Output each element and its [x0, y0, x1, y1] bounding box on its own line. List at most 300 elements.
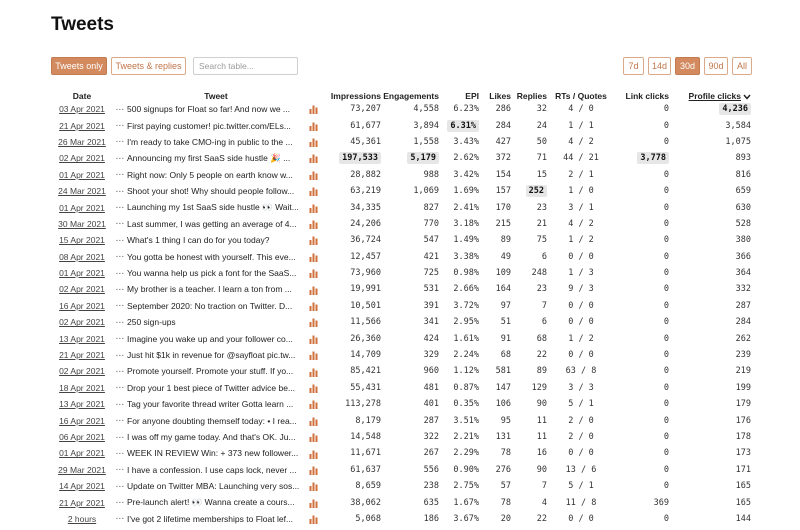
cell-replies: 16: [536, 448, 547, 459]
cell-replies: 7: [541, 481, 547, 492]
cell-rts: 5 / 1: [568, 399, 594, 410]
cell-link-clicks: 0: [663, 300, 669, 311]
tweet-date-link[interactable]: 16 Apr 2021: [59, 300, 105, 311]
col-header-tweet[interactable]: Tweet: [204, 91, 228, 101]
table-row[interactable]: [51, 134, 751, 150]
table-row[interactable]: [51, 150, 751, 166]
tweet-text: Drop your 1 best piece of Twitter advice be...: [127, 382, 296, 393]
cell-impressions: 28,882: [350, 169, 381, 180]
cell-replies: 11: [536, 432, 547, 442]
table-row[interactable]: [51, 216, 751, 232]
more-dots-icon[interactable]: ⋯: [115, 202, 125, 213]
bar-chart-icon[interactable]: [309, 417, 318, 426]
bar-chart-icon[interactable]: [309, 187, 318, 196]
tweets-only-button[interactable]: Tweets only: [51, 57, 107, 75]
tweet-date-link[interactable]: 06 Apr 2021: [59, 432, 105, 442]
bar-chart-icon[interactable]: [309, 450, 318, 459]
cell-link-clicks: 0: [663, 448, 669, 459]
bar-chart-icon[interactable]: [309, 204, 318, 213]
bar-chart-icon[interactable]: [309, 351, 318, 360]
cell-profile-clicks: 3,584: [725, 120, 751, 131]
cell-engagements: 401: [423, 399, 439, 410]
cell-likes: 215: [495, 218, 511, 229]
cell-replies: 4: [541, 497, 547, 508]
cell-rts: 4 / 2: [568, 218, 594, 229]
tweet-date-link[interactable]: 02 Apr 2021: [59, 284, 105, 295]
bar-chart-icon[interactable]: [309, 368, 318, 377]
tweet-date-link[interactable]: 18 Apr 2021: [59, 382, 105, 393]
more-dots-icon[interactable]: ⋯: [115, 300, 125, 311]
cell-likes: 78: [500, 448, 511, 459]
range-30d-button[interactable]: 30d: [675, 57, 700, 75]
cell-likes: 51: [500, 317, 511, 328]
bar-chart-icon[interactable]: [309, 253, 318, 262]
cell-profile-clicks: 364: [735, 268, 751, 279]
more-dots-icon[interactable]: ⋯: [115, 218, 125, 229]
cell-impressions: 61,677: [350, 120, 381, 131]
table-row[interactable]: [51, 330, 751, 346]
bar-chart-icon[interactable]: [309, 236, 318, 245]
bar-chart-icon[interactable]: [309, 171, 318, 180]
cell-likes: 581: [495, 366, 511, 377]
tweet-text: Announcing my first SaaS side hustle 🎉 ...: [127, 152, 291, 163]
table-row[interactable]: [51, 183, 751, 199]
cell-link-clicks: 0: [663, 251, 669, 262]
col-header-impressions[interactable]: Impressions: [330, 91, 381, 101]
more-dots-icon[interactable]: ⋯: [115, 185, 125, 196]
cell-epi: 1.67%: [453, 497, 479, 508]
cell-epi: 2.62%: [453, 153, 479, 164]
cell-rts: 44 / 21: [563, 153, 599, 164]
cell-engagements: 531: [423, 284, 439, 295]
chevron-down-icon: [743, 94, 751, 100]
tweet-date-link[interactable]: 08 Apr 2021: [59, 251, 105, 262]
bar-chart-icon[interactable]: [309, 482, 318, 491]
cell-impressions: 11,566: [350, 317, 381, 328]
cell-link-clicks: 0: [663, 120, 669, 131]
table-row[interactable]: [51, 511, 751, 527]
table-row[interactable]: [51, 494, 751, 510]
profile-clicks-label: Profile clicks: [688, 91, 741, 101]
cell-impressions: 14,548: [350, 432, 381, 442]
more-dots-icon[interactable]: ⋯: [115, 267, 125, 278]
cell-link-clicks: 0: [663, 169, 669, 180]
cell-engagements: 186: [423, 513, 439, 524]
more-dots-icon[interactable]: ⋯: [115, 120, 125, 131]
table-row[interactable]: [51, 380, 751, 396]
cell-replies: 11: [536, 415, 547, 426]
table-row[interactable]: [51, 101, 751, 117]
tweet-text: My brother is a teacher. I learn a ton from ...: [127, 284, 292, 295]
bar-chart-icon[interactable]: [309, 138, 318, 147]
tweet-text: Pre-launch alert! 👀 Wanna create a cours...: [127, 497, 295, 508]
bar-chart-icon[interactable]: [309, 384, 318, 393]
cell-rts: 0 / 0: [568, 448, 594, 459]
cell-epi: 0.35%: [453, 399, 479, 410]
tweet-date-link[interactable]: 24 Mar 2021: [58, 186, 106, 197]
cell-impressions: 85,421: [350, 366, 381, 377]
col-header-engagements[interactable]: Engagements: [383, 91, 439, 101]
cell-profile-clicks: 366: [735, 251, 751, 262]
cell-engagements: 322: [423, 432, 439, 442]
tweet-text: First paying customer! pic.twitter.com/ELs...: [127, 120, 291, 131]
table-row[interactable]: [51, 445, 751, 461]
cell-epi: 3.18%: [453, 218, 479, 229]
cell-likes: 372: [495, 153, 511, 164]
cell-rts: 0 / 0: [568, 300, 594, 311]
range-7d-button[interactable]: 7d: [623, 57, 644, 75]
cell-impressions: 55,431: [350, 382, 381, 393]
tweet-text: For anyone doubting themself today: • I rea...: [127, 415, 297, 426]
tweet-date-link[interactable]: 26 Mar 2021: [58, 136, 106, 147]
cell-replies: 6: [541, 317, 547, 328]
more-dots-icon[interactable]: ⋯: [115, 513, 125, 524]
tweet-date-link[interactable]: 01 Apr 2021: [59, 169, 105, 180]
bar-chart-icon[interactable]: [309, 302, 318, 311]
table-row[interactable]: [51, 396, 751, 412]
bar-chart-icon[interactable]: [309, 269, 318, 278]
bar-chart-icon[interactable]: [309, 433, 318, 442]
cell-profile-clicks: 332: [735, 284, 751, 295]
cell-profile-clicks: 1,075: [725, 136, 751, 147]
cell-likes: 109: [495, 268, 511, 279]
cell-link-clicks: 0: [663, 415, 669, 426]
cell-engagements: 1,558: [413, 136, 439, 147]
cell-replies: 89: [536, 366, 547, 377]
tweet-date-link[interactable]: 29 Mar 2021: [58, 464, 106, 475]
tweet-text: You wanna help us pick a font for the SaaS...: [127, 268, 297, 279]
cell-impressions: 73,960: [350, 268, 381, 279]
tweet-date-link[interactable]: 16 Apr 2021: [59, 415, 105, 426]
cell-replies: 90: [536, 399, 547, 410]
cell-link-clicks: 0: [663, 186, 669, 197]
cell-epi: 2.66%: [453, 284, 479, 295]
bar-chart-icon[interactable]: [309, 499, 318, 508]
cell-engagements: 3,894: [413, 120, 439, 131]
tweet-date-link[interactable]: 14 Apr 2021: [59, 481, 105, 492]
table-row[interactable]: [51, 199, 751, 215]
bar-chart-icon[interactable]: [309, 318, 318, 327]
cell-engagements: 341: [423, 317, 439, 328]
table-row[interactable]: [51, 117, 751, 133]
tweet-text: September 2020: No traction on Twitter. D...: [127, 300, 293, 311]
cell-replies: 21: [536, 218, 547, 229]
table-row[interactable]: [51, 314, 751, 330]
more-dots-icon[interactable]: ⋯: [115, 169, 125, 180]
col-header-replies[interactable]: Replies: [516, 91, 547, 101]
cell-profile-clicks: 173: [735, 448, 751, 459]
cell-likes: 20: [500, 513, 511, 524]
cell-impressions: 12,457: [350, 251, 381, 262]
cell-replies: 50: [536, 136, 547, 147]
cell-link-clicks: 0: [663, 104, 669, 115]
tweet-text: I was off my game today. And that's OK. Ju...: [127, 432, 296, 442]
cell-engagements: 4,558: [413, 104, 439, 115]
cell-replies: 22: [536, 513, 547, 524]
cell-engagements: 988: [423, 169, 439, 180]
table-row[interactable]: [51, 298, 751, 314]
more-dots-icon[interactable]: ⋯: [115, 103, 125, 114]
cell-epi: 1.69%: [453, 186, 479, 197]
cell-likes: 164: [495, 284, 511, 295]
cell-rts: 13 / 6: [565, 464, 597, 475]
cell-rts: 1 / 2: [568, 235, 594, 246]
cell-rts: 3 / 1: [568, 202, 594, 213]
cell-impressions: 5,068: [355, 513, 381, 524]
cell-likes: 78: [500, 497, 511, 508]
cell-impressions: 19,991: [350, 284, 381, 295]
cell-engagements: 827: [423, 202, 439, 213]
table-row[interactable]: [51, 363, 751, 379]
more-dots-icon[interactable]: ⋯: [115, 464, 125, 475]
cell-replies: 6: [541, 251, 547, 262]
tweet-date-link[interactable]: 13 Apr 2021: [59, 399, 105, 410]
table-row[interactable]: [51, 167, 751, 183]
cell-epi: 0.90%: [453, 464, 479, 475]
cell-rts: 0 / 0: [568, 350, 594, 361]
tweet-text: 250 sign-ups: [127, 317, 176, 328]
tweet-text: Tag your favorite thread writer Gotta learn ...: [127, 399, 294, 410]
table-row[interactable]: [51, 462, 751, 478]
cell-profile-clicks: 165: [735, 481, 751, 492]
cell-likes: 157: [495, 186, 511, 197]
tweet-date-link[interactable]: 01 Apr 2021: [59, 268, 105, 279]
bar-chart-icon[interactable]: [309, 154, 318, 163]
cell-impressions: 26,360: [350, 333, 381, 344]
cell-engagements: 238: [423, 481, 439, 492]
cell-link-clicks: 0: [663, 268, 669, 279]
cell-replies: 15: [536, 169, 547, 180]
cell-engagements: 267: [423, 448, 439, 459]
cell-epi: 2.75%: [453, 481, 479, 492]
cell-profile-clicks: 219: [735, 366, 751, 377]
bar-chart-icon[interactable]: [309, 286, 318, 295]
table-row[interactable]: [51, 232, 751, 248]
tweet-date-link[interactable]: 2 hours: [67, 513, 97, 524]
cell-likes: 427: [495, 136, 511, 147]
page-title: Tweets: [51, 14, 115, 35]
table-row[interactable]: [51, 412, 751, 428]
cell-engagements: 770: [423, 218, 439, 229]
tweet-date-link[interactable]: 30 Mar 2021: [58, 218, 106, 229]
tweet-date-link[interactable]: 02 Apr 2021: [59, 317, 105, 328]
bar-chart-icon[interactable]: [309, 335, 318, 344]
cell-engagements: 391: [423, 300, 439, 311]
cell-impressions: 61,637: [350, 464, 381, 475]
cell-engagements: 329: [423, 350, 439, 361]
cell-epi: 2.41%: [453, 202, 479, 213]
table-row[interactable]: [51, 249, 751, 265]
cell-link-clicks: 369: [653, 497, 669, 508]
range-all-button[interactable]: All: [732, 57, 752, 75]
col-header-link-clicks[interactable]: Link clicks: [625, 91, 669, 101]
cell-engagements: 635: [423, 497, 439, 508]
cell-epi: 6.23%: [453, 104, 479, 115]
table-row[interactable]: [51, 478, 751, 494]
cell-likes: 147: [495, 382, 511, 393]
tweet-text: Right now: Only 5 people on earth know w...: [127, 169, 293, 180]
tweet-text: I'm ready to take CMO-ing in public to the ...: [127, 136, 293, 147]
date-range-selector: [0, 57, 800, 75]
cell-rts: 5 / 1: [568, 481, 594, 492]
bar-chart-icon[interactable]: [309, 122, 318, 131]
cell-profile-clicks: 380: [735, 235, 751, 246]
cell-likes: 170: [495, 202, 511, 213]
cell-link-clicks: 0: [663, 481, 669, 492]
tweet-date-link[interactable]: 03 Apr 2021: [59, 104, 105, 115]
tweet-date-link[interactable]: 01 Apr 2021: [59, 202, 105, 213]
tweet-text: Just hit $1k in revenue for @sayfloat pic.tw...: [127, 350, 296, 361]
bar-chart-icon[interactable]: [309, 220, 318, 229]
col-header-rts[interactable]: RTs / Quotes: [555, 91, 607, 101]
cell-likes: 284: [495, 120, 511, 131]
more-dots-icon[interactable]: ⋯: [115, 431, 125, 442]
cell-engagements: 556: [423, 464, 439, 475]
more-dots-icon[interactable]: ⋯: [115, 382, 125, 393]
cell-impressions: 24,206: [350, 218, 381, 229]
tweet-text: WEEK IN REVIEW Win: + 373 new follower...: [127, 448, 299, 459]
cell-profile-clicks: 893: [735, 153, 751, 164]
cell-profile-clicks: 4,236: [719, 103, 751, 115]
cell-epi: 3.43%: [453, 136, 479, 147]
more-dots-icon[interactable]: ⋯: [115, 415, 125, 426]
cell-epi: 3.38%: [453, 251, 479, 262]
cell-epi: 3.51%: [453, 415, 479, 426]
cell-engagements: 287: [423, 415, 439, 426]
bar-chart-icon[interactable]: [309, 105, 318, 114]
cell-link-clicks: 0: [663, 136, 669, 147]
more-dots-icon[interactable]: ⋯: [115, 333, 125, 344]
cell-link-clicks: 0: [663, 432, 669, 442]
tweet-date-link[interactable]: 02 Apr 2021: [59, 153, 105, 164]
cell-likes: 106: [495, 399, 511, 410]
table-header-row: [51, 87, 751, 101]
bar-chart-icon[interactable]: [309, 400, 318, 409]
range-90d-button[interactable]: 90d: [704, 57, 728, 75]
cell-rts: 63 / 8: [565, 366, 597, 377]
cell-impressions: 113,278: [345, 399, 381, 410]
cell-rts: 1 / 1: [568, 120, 594, 131]
more-dots-icon[interactable]: ⋯: [115, 136, 125, 147]
cell-link-clicks: 0: [663, 464, 669, 475]
cell-likes: 57: [500, 481, 511, 492]
tweet-date-link[interactable]: 21 Apr 2021: [59, 497, 105, 508]
more-dots-icon[interactable]: ⋯: [115, 398, 125, 409]
tweet-date-link[interactable]: 21 Apr 2021: [59, 120, 105, 131]
tweet-date-link[interactable]: 01 Apr 2021: [59, 448, 105, 459]
cell-replies: 68: [536, 333, 547, 344]
tweet-text: Promote yourself. Promote your stuff. If yo...: [127, 366, 294, 377]
cell-impressions: 11,671: [350, 448, 381, 459]
cell-rts: 11 / 8: [565, 497, 597, 508]
cell-impressions: 14,709: [350, 350, 381, 361]
cell-profile-clicks: 528: [735, 218, 751, 229]
tweet-date-link[interactable]: 15 Apr 2021: [59, 235, 105, 246]
table-row[interactable]: [51, 429, 751, 445]
cell-rts: 1 / 2: [568, 333, 594, 344]
cell-likes: 91: [500, 333, 511, 344]
cell-rts: 0 / 0: [568, 317, 594, 328]
more-dots-icon[interactable]: ⋯: [115, 283, 125, 294]
more-dots-icon[interactable]: ⋯: [115, 349, 125, 360]
more-dots-icon[interactable]: ⋯: [115, 447, 125, 458]
cell-rts: 4 / 2: [568, 136, 594, 147]
more-dots-icon[interactable]: ⋯: [115, 234, 125, 245]
col-header-date[interactable]: Date: [72, 91, 92, 101]
range-14d-button[interactable]: 14d: [648, 57, 671, 75]
cell-rts: 2 / 1: [568, 169, 594, 180]
bar-chart-icon[interactable]: [309, 515, 318, 524]
table-row[interactable]: [51, 281, 751, 297]
cell-rts: 2 / 0: [568, 415, 594, 426]
cell-epi: 6.31%: [447, 120, 479, 132]
tweet-text: Imagine you wake up and your follower co...: [127, 333, 293, 344]
tweet-date-link[interactable]: 02 Apr 2021: [59, 366, 105, 377]
cell-replies: 75: [536, 235, 547, 246]
bar-chart-icon[interactable]: [309, 466, 318, 475]
cell-link-clicks: 0: [663, 366, 669, 377]
tweet-text: What's 1 thing I can do for you today?: [127, 235, 270, 246]
col-header-epi[interactable]: EPI: [465, 91, 479, 101]
cell-engagements: 421: [423, 251, 439, 262]
tweets-replies-button[interactable]: Tweets & replies: [111, 57, 186, 75]
cell-epi: 3.67%: [453, 513, 479, 524]
cell-likes: 95: [500, 415, 511, 426]
table-row[interactable]: [51, 265, 751, 281]
col-header-likes[interactable]: Likes: [489, 91, 511, 101]
cell-replies: 32: [536, 104, 547, 115]
table-body: [51, 101, 751, 527]
cell-likes: 131: [495, 432, 511, 442]
cell-profile-clicks: 179: [735, 399, 751, 410]
tweet-text: Last summer, I was getting an average of 4...: [127, 218, 297, 229]
cell-epi: 1.49%: [453, 235, 479, 246]
cell-link-clicks: 0: [663, 350, 669, 361]
table-row[interactable]: [51, 347, 751, 363]
cell-impressions: 36,724: [350, 235, 381, 246]
cell-rts: 0 / 0: [568, 513, 594, 524]
more-dots-icon[interactable]: ⋯: [115, 316, 125, 327]
tweet-text: I've got 2 lifetime memberships to Float lef...: [127, 513, 294, 524]
cell-epi: 2.24%: [453, 350, 479, 361]
cell-profile-clicks: 659: [735, 186, 751, 197]
tweet-date-link[interactable]: 13 Apr 2021: [59, 333, 105, 344]
more-dots-icon[interactable]: ⋯: [115, 497, 125, 508]
cell-link-clicks: 3,778: [637, 152, 669, 164]
tweet-date-link[interactable]: 21 Apr 2021: [59, 350, 105, 361]
more-dots-icon[interactable]: ⋯: [115, 251, 125, 262]
cell-rts: 1 / 0: [568, 186, 594, 197]
cell-impressions: 34,335: [350, 202, 381, 213]
cell-replies: 24: [536, 120, 547, 131]
tweets-table: [51, 87, 751, 527]
cell-profile-clicks: 284: [735, 317, 751, 328]
cell-impressions: 8,179: [355, 415, 381, 426]
more-dots-icon[interactable]: ⋯: [115, 365, 125, 376]
cell-likes: 154: [495, 169, 511, 180]
cell-impressions: 45,361: [350, 136, 381, 147]
more-dots-icon[interactable]: ⋯: [115, 480, 125, 491]
cell-epi: 3.72%: [453, 300, 479, 311]
cell-link-clicks: 0: [663, 513, 669, 524]
cell-rts: 9 / 3: [568, 284, 594, 295]
more-dots-icon[interactable]: ⋯: [115, 152, 125, 163]
cell-profile-clicks: 178: [735, 432, 751, 442]
cell-profile-clicks: 816: [735, 169, 751, 180]
tweet-text: You gotta be honest with yourself. This eve...: [127, 251, 296, 262]
col-header-profile-clicks[interactable]: [669, 87, 751, 101]
tweet-text: Launching my 1st SaaS side hustle 👀 Wait...: [127, 202, 299, 213]
